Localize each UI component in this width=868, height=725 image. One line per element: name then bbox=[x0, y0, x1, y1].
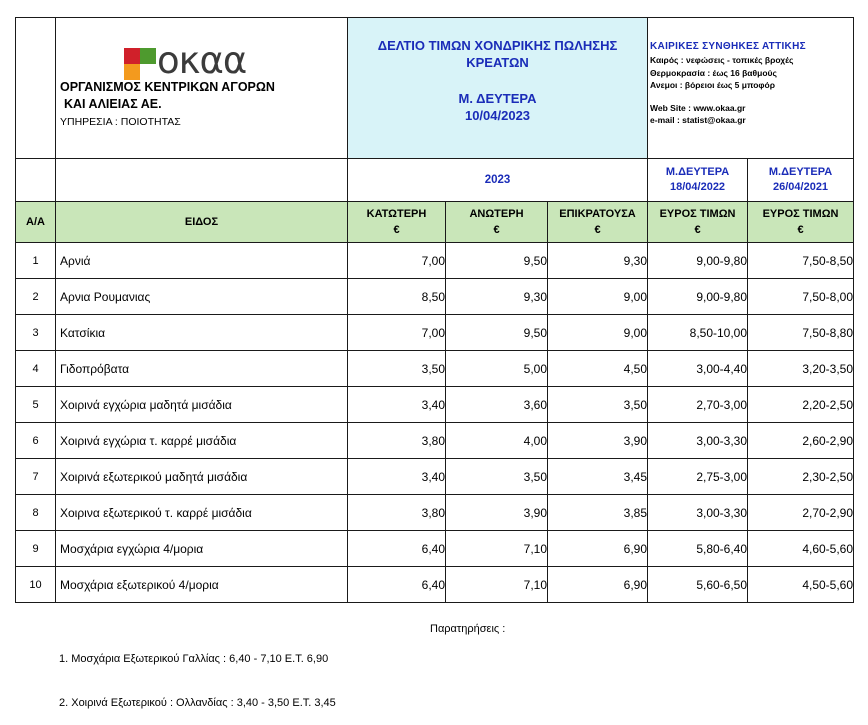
price-range-2021: 2,60-2,90 bbox=[748, 423, 854, 459]
bulletin-date: 10/04/2023 bbox=[464, 108, 531, 123]
col-header-range-2022-label: ΕΥΡΟΣ ΤΙΜΩΝ bbox=[659, 208, 736, 220]
row-number: 5 bbox=[16, 387, 56, 423]
price-max: 5,00 bbox=[446, 351, 548, 387]
row-number: 1 bbox=[16, 243, 56, 279]
logo-orange-square bbox=[124, 64, 140, 80]
price-prevailing: 6,90 bbox=[548, 531, 648, 567]
logo-green-square bbox=[140, 48, 156, 64]
price-range-2022: 8,50-10,00 bbox=[648, 315, 748, 351]
comparison-2022 bbox=[648, 159, 748, 202]
table-row bbox=[16, 387, 854, 423]
weather-temperature: Θερμοκρασία : έως 16 βαθμούς bbox=[650, 67, 777, 78]
price-max: 3,90 bbox=[446, 495, 548, 531]
price-range-2021: 4,50-5,60 bbox=[748, 567, 854, 603]
bulletin-title-cell bbox=[348, 18, 648, 159]
price-prevailing: 9,00 bbox=[548, 315, 648, 351]
table-row bbox=[16, 459, 854, 495]
current-year: 2023 bbox=[348, 159, 648, 202]
bulletin-title-line1: ΔΕΛΤΙΟ ΤΙΜΩΝ ΧΟΝΔΡΙΚΗΣ ΠΩΛΗΣΗΣ bbox=[377, 38, 618, 53]
price-range-2022: 5,80-6,40 bbox=[648, 531, 748, 567]
comparison-2022-date: 18/04/2022 bbox=[670, 181, 726, 193]
logo-wordmark: οκαα bbox=[157, 39, 247, 82]
price-min: 8,50 bbox=[348, 279, 446, 315]
row-number: 9 bbox=[16, 531, 56, 567]
item-name: Μοσχάρια εγχώρια 4/μορια bbox=[56, 531, 348, 567]
price-min: 6,40 bbox=[348, 567, 446, 603]
price-prevailing: 3,50 bbox=[548, 387, 648, 423]
item-name: Χοιρινά εγχώρια μαδητά μισάδια bbox=[56, 387, 348, 423]
period-row bbox=[16, 159, 854, 202]
col-header-min bbox=[348, 202, 446, 243]
col-header-prevailing bbox=[548, 202, 648, 243]
organization-name-line1: ΟΡΓΑΝΙΣΜΟΣ ΚΕΝΤΡΙΚΩΝ ΑΓΟΡΩΝ bbox=[60, 80, 275, 94]
note-2: 2. Χοιρινά Εξωτερικού : Ολλανδίας : 3,40 - 3,50 Ε.Τ. 3,45 bbox=[59, 697, 336, 709]
price-range-2022: 3,00-3,30 bbox=[648, 423, 748, 459]
price-range-2022: 2,70-3,00 bbox=[648, 387, 748, 423]
price-range-2021: 7,50-8,80 bbox=[748, 315, 854, 351]
item-name: Γιδοπρόβατα bbox=[56, 351, 348, 387]
bulletin-title-line2: ΚΡΕΑΤΩΝ bbox=[466, 55, 529, 70]
row-number: 3 bbox=[16, 315, 56, 351]
department-label: ΥΠΗΡΕΣΙΑ : ΠΟΙΟΤΗΤΑΣ bbox=[60, 116, 181, 128]
price-min: 3,80 bbox=[348, 495, 446, 531]
column-header-row bbox=[16, 202, 854, 243]
price-prevailing: 3,90 bbox=[548, 423, 648, 459]
col-header-min-currency: € bbox=[393, 224, 400, 236]
row-number: 8 bbox=[16, 495, 56, 531]
price-min: 3,40 bbox=[348, 387, 446, 423]
price-range-2022: 3,00-4,40 bbox=[648, 351, 748, 387]
price-min: 7,00 bbox=[348, 315, 446, 351]
comparison-2021 bbox=[748, 159, 854, 202]
email-link[interactable]: e-mail : statist@okaa.gr bbox=[650, 115, 746, 125]
note-1: 1. Μοσχάρια Εξωτερικού Γαλλίας : 6,40 - 7,10 Ε.Τ. 6,90 bbox=[59, 653, 329, 665]
comparison-2021-day: Μ.ΔΕΥΤΕΡΑ bbox=[768, 166, 833, 178]
price-range-2022: 9,00-9,80 bbox=[648, 243, 748, 279]
col-header-max bbox=[446, 202, 548, 243]
col-header-prevailing-currency: € bbox=[594, 224, 601, 236]
table-row bbox=[16, 315, 854, 351]
header-blank-cell bbox=[16, 18, 56, 159]
item-name: Χοιρινά εγχώρια τ. καρρέ μισάδια bbox=[56, 423, 348, 459]
row-number: 7 bbox=[16, 459, 56, 495]
price-max: 4,00 bbox=[446, 423, 548, 459]
col-header-max-label: ΑΝΩΤΕΡΗ bbox=[469, 208, 524, 220]
bulletin-day: Μ. ΔΕΥΤΕΡΑ bbox=[458, 91, 537, 106]
price-min: 3,50 bbox=[348, 351, 446, 387]
item-name: Μοσχάρια εξωτερικού 4/μορια bbox=[56, 567, 348, 603]
price-max: 3,50 bbox=[446, 459, 548, 495]
item-name: Αρνια Ρουμανιας bbox=[56, 279, 348, 315]
table-row bbox=[16, 495, 854, 531]
price-range-2021: 3,20-3,50 bbox=[748, 351, 854, 387]
table-row bbox=[16, 351, 854, 387]
price-range-2022: 3,00-3,30 bbox=[648, 495, 748, 531]
col-header-range-2022-currency: € bbox=[694, 224, 701, 236]
table-row bbox=[16, 423, 854, 459]
price-max: 7,10 bbox=[446, 531, 548, 567]
price-min: 3,80 bbox=[348, 423, 446, 459]
price-bulletin-table bbox=[15, 17, 854, 603]
col-header-max-currency: € bbox=[493, 224, 500, 236]
price-range-2022: 9,00-9,80 bbox=[648, 279, 748, 315]
table-row bbox=[16, 279, 854, 315]
table-row bbox=[16, 567, 854, 603]
period-blank-aa bbox=[16, 159, 56, 202]
col-header-min-label: ΚΑΤΩΤΕΡΗ bbox=[366, 208, 427, 220]
logo-white-square bbox=[140, 64, 156, 80]
price-max: 7,10 bbox=[446, 567, 548, 603]
price-min: 6,40 bbox=[348, 531, 446, 567]
item-name: Χοιρινά εξωτερικού μαδητά μισάδια bbox=[56, 459, 348, 495]
price-range-2021: 7,50-8,00 bbox=[748, 279, 854, 315]
table-row bbox=[16, 243, 854, 279]
row-number: 4 bbox=[16, 351, 56, 387]
notes-title: Παρατηρήσεις : bbox=[430, 623, 506, 635]
price-range-2021: 2,20-2,50 bbox=[748, 387, 854, 423]
okaa-logo bbox=[124, 39, 247, 82]
price-range-2021: 7,50-8,50 bbox=[748, 243, 854, 279]
col-header-prevailing-label: ΕΠΙΚΡΑΤΟΥΣΑ bbox=[559, 208, 636, 220]
col-header-item: ΕΙΔΟΣ bbox=[56, 202, 348, 243]
comparison-2022-day: Μ.ΔΕΥΤΕΡΑ bbox=[665, 166, 730, 178]
price-range-2022: 2,75-3,00 bbox=[648, 459, 748, 495]
price-prevailing: 3,85 bbox=[548, 495, 648, 531]
row-number: 6 bbox=[16, 423, 56, 459]
price-max: 3,60 bbox=[446, 387, 548, 423]
col-header-range-2021-label: ΕΥΡΟΣ ΤΙΜΩΝ bbox=[762, 208, 839, 220]
price-range-2021: 4,60-5,60 bbox=[748, 531, 854, 567]
price-prevailing: 9,30 bbox=[548, 243, 648, 279]
organization-name-line2: ΚΑΙ ΑΛΙΕΙΑΣ ΑΕ. bbox=[64, 97, 162, 111]
website-link[interactable]: Web Site : www.okaa.gr bbox=[650, 102, 746, 113]
price-max: 9,50 bbox=[446, 315, 548, 351]
table-row bbox=[16, 531, 854, 567]
price-prevailing: 3,45 bbox=[548, 459, 648, 495]
item-name: Αρνιά bbox=[56, 243, 348, 279]
period-blank-item bbox=[56, 159, 348, 202]
col-header-range-2021 bbox=[748, 202, 854, 243]
col-header-aa: Α/Α bbox=[16, 202, 56, 243]
price-max: 9,30 bbox=[446, 279, 548, 315]
price-range-2021: 2,70-2,90 bbox=[748, 495, 854, 531]
col-header-range-2021-currency: € bbox=[797, 224, 804, 236]
item-name: Κατσίκια bbox=[56, 315, 348, 351]
price-prevailing: 4,50 bbox=[548, 351, 648, 387]
price-min: 7,00 bbox=[348, 243, 446, 279]
weather-wind: Ανεμοι : βόρειοι έως 5 μποφόρ bbox=[650, 80, 775, 90]
weather-cell bbox=[648, 18, 854, 159]
organization-cell bbox=[56, 18, 348, 159]
header-row bbox=[16, 18, 854, 159]
item-name: Χοιρινα εξωτερικού τ. καρρέ μισάδια bbox=[56, 495, 348, 531]
price-prevailing: 9,00 bbox=[548, 279, 648, 315]
price-prevailing: 6,90 bbox=[548, 567, 648, 603]
comparison-2021-date: 26/04/2021 bbox=[773, 181, 829, 193]
price-min: 3,40 bbox=[348, 459, 446, 495]
row-number: 2 bbox=[16, 279, 56, 315]
weather-title: ΚΑΙΡΙΚΕΣ ΣΥΝΘΗΚΕΣ ΑΤΤΙΚΗΣ bbox=[650, 41, 806, 52]
price-range-2022: 5,60-6,50 bbox=[648, 567, 748, 603]
weather-conditions: Καιρός : νεφώσεις - τοπικές βροχές bbox=[650, 55, 794, 65]
row-number: 10 bbox=[16, 567, 56, 603]
logo-red-square bbox=[124, 48, 140, 64]
price-max: 9,50 bbox=[446, 243, 548, 279]
price-range-2021: 2,30-2,50 bbox=[748, 459, 854, 495]
col-header-range-2022 bbox=[648, 202, 748, 243]
